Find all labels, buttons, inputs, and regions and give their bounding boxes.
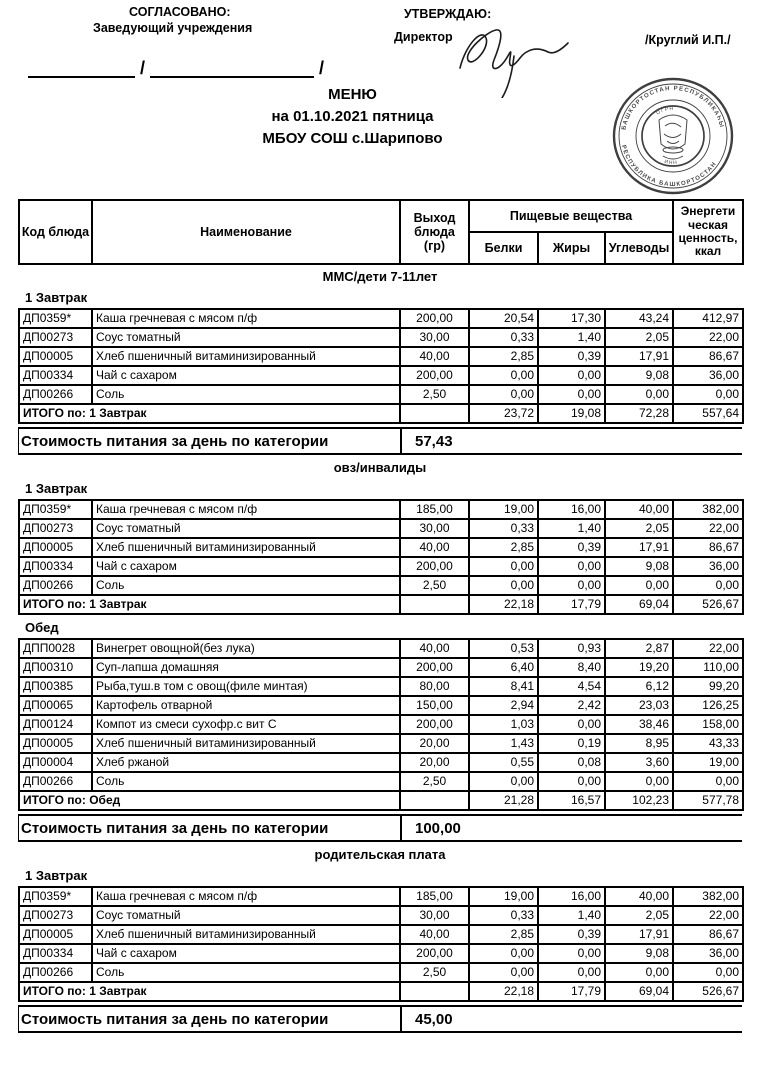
director-signature bbox=[452, 16, 572, 98]
dish-row bbox=[19, 328, 743, 347]
total-row bbox=[19, 791, 743, 810]
meal-label: Обед bbox=[25, 620, 59, 635]
dish-code: ДП00334 bbox=[19, 366, 92, 385]
dish-fat: 0,19 bbox=[538, 734, 605, 753]
dish-code: ДП00310 bbox=[19, 658, 92, 677]
doc-date: на 01.10.2021 пятница bbox=[271, 108, 434, 125]
dish-name: Хлеб ржаной bbox=[92, 753, 400, 772]
dish-carbs: 2,87 bbox=[605, 639, 673, 658]
dish-carbs: 2,05 bbox=[605, 906, 673, 925]
dish-out: 200,00 bbox=[400, 557, 469, 576]
dish-row bbox=[19, 385, 743, 404]
total-row bbox=[19, 595, 743, 614]
total-carbs: 102,23 bbox=[605, 791, 673, 810]
dish-out: 40,00 bbox=[400, 925, 469, 944]
section-title: родительская плата bbox=[314, 847, 446, 862]
dish-kcal: 86,67 bbox=[673, 347, 743, 366]
dish-name: Хлеб пшеничный витаминизированный bbox=[92, 347, 400, 366]
meal-table bbox=[18, 499, 744, 615]
stamp-ring-text-top: БАШКОРТОСТАН РЕСПУБЛИКАҺЫ bbox=[621, 85, 725, 131]
dish-fat: 0,00 bbox=[538, 715, 605, 734]
meal-table bbox=[18, 886, 744, 1002]
dish-name: Каша гречневая с мясом п/ф bbox=[92, 309, 400, 328]
dish-protein: 6,40 bbox=[469, 658, 538, 677]
total-fat: 19,08 bbox=[538, 404, 605, 423]
header-code: Код блюда bbox=[19, 200, 92, 264]
dish-code: ДП00266 bbox=[19, 576, 92, 595]
dish-row bbox=[19, 500, 743, 519]
dish-name: Каша гречневая с мясом п/ф bbox=[92, 500, 400, 519]
dish-row bbox=[19, 734, 743, 753]
dish-name: Соль bbox=[92, 963, 400, 982]
cost-value: 100,00 bbox=[415, 819, 461, 837]
dish-protein: 2,85 bbox=[469, 925, 538, 944]
dish-carbs: 17,91 bbox=[605, 347, 673, 366]
total-fat: 17,79 bbox=[538, 595, 605, 614]
stamp-inner-text-top: ОГРН bbox=[655, 105, 675, 117]
dish-kcal: 36,00 bbox=[673, 557, 743, 576]
total-label: ИТОГО по: 1 Завтрак bbox=[19, 982, 400, 1001]
total-row bbox=[19, 404, 743, 423]
dish-protein: 20,54 bbox=[469, 309, 538, 328]
meal-label: 1 Завтрак bbox=[25, 868, 88, 883]
dish-name: Суп-лапша домашняя bbox=[92, 658, 400, 677]
cost-label: Стоимость питания за день по категории bbox=[19, 816, 402, 840]
dish-protein: 19,00 bbox=[469, 500, 538, 519]
menu-sections bbox=[18, 269, 742, 1033]
cost-label: Стоимость питания за день по категории bbox=[19, 1007, 402, 1031]
dish-fat: 0,00 bbox=[538, 963, 605, 982]
dish-out: 200,00 bbox=[400, 366, 469, 385]
dish-protein: 2,85 bbox=[469, 538, 538, 557]
dish-kcal: 382,00 bbox=[673, 500, 743, 519]
dish-row bbox=[19, 538, 743, 557]
dish-carbs: 0,00 bbox=[605, 576, 673, 595]
dish-protein: 2,85 bbox=[469, 347, 538, 366]
dish-name: Соль bbox=[92, 385, 400, 404]
total-fat: 17,79 bbox=[538, 982, 605, 1001]
dish-fat: 0,00 bbox=[538, 557, 605, 576]
dish-fat: 8,40 bbox=[538, 658, 605, 677]
dish-name: Соль bbox=[92, 576, 400, 595]
total-protein: 23,72 bbox=[469, 404, 538, 423]
dish-name: Соль bbox=[92, 772, 400, 791]
total-label: ИТОГО по: 1 Завтрак bbox=[19, 595, 400, 614]
dish-fat: 0,00 bbox=[538, 944, 605, 963]
dish-kcal: 22,00 bbox=[673, 328, 743, 347]
total-out bbox=[400, 595, 469, 614]
dish-fat: 2,42 bbox=[538, 696, 605, 715]
total-carbs: 72,28 bbox=[605, 404, 673, 423]
dish-protein: 1,03 bbox=[469, 715, 538, 734]
dish-name: Хлеб пшеничный витаминизированный bbox=[92, 734, 400, 753]
dish-carbs: 40,00 bbox=[605, 500, 673, 519]
dish-out: 40,00 bbox=[400, 538, 469, 557]
dish-name: Винегрет овощной(без лука) bbox=[92, 639, 400, 658]
approved-label: УТВЕРЖДАЮ: bbox=[404, 7, 492, 21]
dish-carbs: 8,95 bbox=[605, 734, 673, 753]
approved-name: /Круглий И.П./ bbox=[645, 33, 731, 47]
total-kcal: 526,67 bbox=[673, 982, 743, 1001]
dish-kcal: 0,00 bbox=[673, 385, 743, 404]
dish-fat: 0,93 bbox=[538, 639, 605, 658]
dish-out: 200,00 bbox=[400, 658, 469, 677]
dish-code: ДП00266 bbox=[19, 385, 92, 404]
header-energy: Энергети ческая ценность, ккал bbox=[673, 200, 743, 264]
dish-code: ДП0359* bbox=[19, 309, 92, 328]
dish-kcal: 126,25 bbox=[673, 696, 743, 715]
total-fat: 16,57 bbox=[538, 791, 605, 810]
dish-out: 200,00 bbox=[400, 944, 469, 963]
dish-code: ДП00065 bbox=[19, 696, 92, 715]
agreed-label: СОГЛАСОВАНО: bbox=[129, 5, 231, 19]
dish-out: 80,00 bbox=[400, 677, 469, 696]
menu-section bbox=[18, 847, 742, 1033]
dish-code: ДП00004 bbox=[19, 753, 92, 772]
dish-name: Соус томатный bbox=[92, 519, 400, 538]
dish-kcal: 99,20 bbox=[673, 677, 743, 696]
dish-name: Соус томатный bbox=[92, 906, 400, 925]
dish-carbs: 19,20 bbox=[605, 658, 673, 677]
signature-line bbox=[28, 58, 329, 78]
dish-code: ДП00005 bbox=[19, 734, 92, 753]
menu-section bbox=[18, 460, 742, 842]
dish-kcal: 412,97 bbox=[673, 309, 743, 328]
dish-code: ДП00266 bbox=[19, 963, 92, 982]
dish-kcal: 19,00 bbox=[673, 753, 743, 772]
dish-protein: 2,94 bbox=[469, 696, 538, 715]
total-out bbox=[400, 791, 469, 810]
header-out: Выход блюда (гр) bbox=[400, 200, 469, 264]
dish-kcal: 22,00 bbox=[673, 639, 743, 658]
dish-name: Рыба,туш.в том с овощ(филе минтая) bbox=[92, 677, 400, 696]
dish-carbs: 9,08 bbox=[605, 557, 673, 576]
dish-fat: 0,00 bbox=[538, 576, 605, 595]
dish-kcal: 110,00 bbox=[673, 658, 743, 677]
dish-carbs: 38,46 bbox=[605, 715, 673, 734]
menu-section bbox=[18, 269, 742, 455]
dish-row bbox=[19, 309, 743, 328]
dish-carbs: 40,00 bbox=[605, 887, 673, 906]
dish-kcal: 0,00 bbox=[673, 963, 743, 982]
dish-fat: 4,54 bbox=[538, 677, 605, 696]
meal-table bbox=[18, 638, 744, 811]
total-row bbox=[19, 982, 743, 1001]
doc-organization: МБОУ СОШ с.Шарипово bbox=[262, 130, 443, 147]
dish-fat: 0,39 bbox=[538, 347, 605, 366]
dish-protein: 0,55 bbox=[469, 753, 538, 772]
total-kcal: 557,64 bbox=[673, 404, 743, 423]
dish-code: ДП00334 bbox=[19, 944, 92, 963]
dish-row bbox=[19, 963, 743, 982]
dish-carbs: 0,00 bbox=[605, 963, 673, 982]
dish-code: ДП00273 bbox=[19, 906, 92, 925]
dish-protein: 0,53 bbox=[469, 639, 538, 658]
dish-fat: 0,39 bbox=[538, 925, 605, 944]
dish-row bbox=[19, 944, 743, 963]
doc-type: МЕНЮ bbox=[328, 86, 377, 103]
dish-code: ДП00266 bbox=[19, 772, 92, 791]
svg-text:ИНН bbox=[664, 159, 678, 166]
dish-out: 185,00 bbox=[400, 500, 469, 519]
dish-row bbox=[19, 519, 743, 538]
total-label: ИТОГО по: Обед bbox=[19, 791, 400, 810]
dish-code: ДП00005 bbox=[19, 347, 92, 366]
dish-row bbox=[19, 887, 743, 906]
dish-out: 30,00 bbox=[400, 519, 469, 538]
dish-row bbox=[19, 925, 743, 944]
dish-row bbox=[19, 677, 743, 696]
dish-fat: 0,00 bbox=[538, 385, 605, 404]
cost-label: Стоимость питания за день по категории bbox=[19, 429, 402, 453]
signature-slash: / bbox=[140, 58, 146, 78]
dish-row bbox=[19, 715, 743, 734]
stamp-ring-text-bottom: РЕСПУБЛИКА БАШКОРТОСТАН bbox=[619, 144, 719, 189]
dish-protein: 0,00 bbox=[469, 963, 538, 982]
section-title: ММС/дети 7-11лет bbox=[322, 269, 438, 284]
dish-out: 185,00 bbox=[400, 887, 469, 906]
approved-role: Директор bbox=[394, 30, 453, 44]
dish-kcal: 22,00 bbox=[673, 519, 743, 538]
dish-out: 2,50 bbox=[400, 576, 469, 595]
dish-name: Каша гречневая с мясом п/ф bbox=[92, 887, 400, 906]
dish-name: Соус томатный bbox=[92, 328, 400, 347]
total-carbs: 69,04 bbox=[605, 982, 673, 1001]
dish-row bbox=[19, 557, 743, 576]
dish-protein: 1,43 bbox=[469, 734, 538, 753]
dish-code: ДП0359* bbox=[19, 887, 92, 906]
dish-fat: 1,40 bbox=[538, 906, 605, 925]
dish-fat: 16,00 bbox=[538, 500, 605, 519]
dish-carbs: 17,91 bbox=[605, 925, 673, 944]
dish-name: Хлеб пшеничный витаминизированный bbox=[92, 538, 400, 557]
dish-kcal: 158,00 bbox=[673, 715, 743, 734]
header-fat: Жиры bbox=[538, 232, 605, 264]
dish-carbs: 17,91 bbox=[605, 538, 673, 557]
cost-row bbox=[18, 814, 742, 842]
dish-fat: 0,00 bbox=[538, 772, 605, 791]
menu-table-header bbox=[18, 199, 744, 265]
total-out bbox=[400, 982, 469, 1001]
dish-name: Картофель отварной bbox=[92, 696, 400, 715]
section-title: овз/инвалиды bbox=[333, 460, 427, 475]
dish-row bbox=[19, 347, 743, 366]
signature-slash: / bbox=[319, 58, 325, 78]
dish-fat: 1,40 bbox=[538, 328, 605, 347]
dish-out: 30,00 bbox=[400, 328, 469, 347]
total-protein: 21,28 bbox=[469, 791, 538, 810]
dish-kcal: 0,00 bbox=[673, 772, 743, 791]
dish-row bbox=[19, 772, 743, 791]
header-carbs: Углеводы bbox=[605, 232, 673, 264]
header-name: Наименование bbox=[92, 200, 400, 264]
dish-code: ДП00124 bbox=[19, 715, 92, 734]
dish-row bbox=[19, 906, 743, 925]
dish-out: 2,50 bbox=[400, 772, 469, 791]
dish-name: Чай с сахаром bbox=[92, 557, 400, 576]
dish-kcal: 0,00 bbox=[673, 576, 743, 595]
dish-carbs: 23,03 bbox=[605, 696, 673, 715]
dish-row bbox=[19, 639, 743, 658]
cost-value: 45,00 bbox=[415, 1010, 453, 1028]
dish-carbs: 9,08 bbox=[605, 366, 673, 385]
stamp-emblem bbox=[659, 115, 687, 159]
dish-protein: 0,00 bbox=[469, 944, 538, 963]
dish-kcal: 36,00 bbox=[673, 944, 743, 963]
dish-code: ДП00334 bbox=[19, 557, 92, 576]
menu-tables bbox=[18, 199, 742, 1038]
meal-label: 1 Завтрак bbox=[25, 290, 88, 305]
dish-code: ДП00273 bbox=[19, 328, 92, 347]
dish-protein: 0,33 bbox=[469, 906, 538, 925]
dish-code: ДП00273 bbox=[19, 519, 92, 538]
total-protein: 22,18 bbox=[469, 982, 538, 1001]
meal-table bbox=[18, 308, 744, 424]
dish-out: 40,00 bbox=[400, 347, 469, 366]
dish-name: Компот из смеси сухофр.с вит С bbox=[92, 715, 400, 734]
dish-fat: 17,30 bbox=[538, 309, 605, 328]
dish-protein: 0,33 bbox=[469, 519, 538, 538]
cost-value: 57,43 bbox=[415, 432, 453, 450]
dish-out: 150,00 bbox=[400, 696, 469, 715]
dish-protein: 0,00 bbox=[469, 576, 538, 595]
dish-fat: 0,00 bbox=[538, 366, 605, 385]
dish-kcal: 86,67 bbox=[673, 925, 743, 944]
dish-protein: 19,00 bbox=[469, 887, 538, 906]
dish-code: ДП00385 bbox=[19, 677, 92, 696]
dish-row bbox=[19, 696, 743, 715]
dish-carbs: 2,05 bbox=[605, 328, 673, 347]
dish-out: 2,50 bbox=[400, 385, 469, 404]
signature-blank-right bbox=[150, 59, 314, 78]
dish-out: 200,00 bbox=[400, 309, 469, 328]
total-label: ИТОГО по: 1 Завтрак bbox=[19, 404, 400, 423]
cost-row bbox=[18, 427, 742, 455]
dish-out: 30,00 bbox=[400, 906, 469, 925]
dish-carbs: 0,00 bbox=[605, 385, 673, 404]
header-nutrients: Пищевые вещества bbox=[469, 200, 673, 232]
dish-protein: 0,00 bbox=[469, 557, 538, 576]
dish-row bbox=[19, 576, 743, 595]
agreed-role: Заведующий учреждения bbox=[93, 21, 253, 35]
dish-fat: 0,08 bbox=[538, 753, 605, 772]
total-kcal: 577,78 bbox=[673, 791, 743, 810]
dish-row bbox=[19, 366, 743, 385]
dish-carbs: 6,12 bbox=[605, 677, 673, 696]
dish-out: 20,00 bbox=[400, 734, 469, 753]
cost-row bbox=[18, 1005, 742, 1033]
dish-carbs: 3,60 bbox=[605, 753, 673, 772]
dish-row bbox=[19, 753, 743, 772]
dish-code: ДП00005 bbox=[19, 925, 92, 944]
dish-name: Хлеб пшеничный витаминизированный bbox=[92, 925, 400, 944]
total-kcal: 526,67 bbox=[673, 595, 743, 614]
dish-kcal: 86,67 bbox=[673, 538, 743, 557]
dish-fat: 16,00 bbox=[538, 887, 605, 906]
dish-out: 2,50 bbox=[400, 963, 469, 982]
dish-fat: 1,40 bbox=[538, 519, 605, 538]
dish-out: 20,00 bbox=[400, 753, 469, 772]
dish-protein: 0,33 bbox=[469, 328, 538, 347]
dish-carbs: 43,24 bbox=[605, 309, 673, 328]
dish-kcal: 22,00 bbox=[673, 906, 743, 925]
document-title-block bbox=[225, 84, 480, 150]
dish-protein: 0,00 bbox=[469, 385, 538, 404]
dish-carbs: 2,05 bbox=[605, 519, 673, 538]
dish-out: 40,00 bbox=[400, 639, 469, 658]
dish-row bbox=[19, 658, 743, 677]
official-stamp bbox=[608, 74, 738, 198]
header-protein: Белки bbox=[469, 232, 538, 264]
dish-code: ДПП0028 bbox=[19, 639, 92, 658]
dish-kcal: 382,00 bbox=[673, 887, 743, 906]
dish-protein: 0,00 bbox=[469, 366, 538, 385]
dish-name: Чай с сахаром bbox=[92, 944, 400, 963]
meal-label: 1 Завтрак bbox=[25, 481, 88, 496]
dish-code: ДП00005 bbox=[19, 538, 92, 557]
dish-fat: 0,39 bbox=[538, 538, 605, 557]
total-carbs: 69,04 bbox=[605, 595, 673, 614]
dish-kcal: 43,33 bbox=[673, 734, 743, 753]
dish-protein: 0,00 bbox=[469, 772, 538, 791]
total-protein: 22,18 bbox=[469, 595, 538, 614]
dish-carbs: 9,08 bbox=[605, 944, 673, 963]
dish-kcal: 36,00 bbox=[673, 366, 743, 385]
dish-out: 200,00 bbox=[400, 715, 469, 734]
stamp-inner-text-bottom: ИНН bbox=[663, 158, 679, 167]
dish-code: ДП0359* bbox=[19, 500, 92, 519]
total-out bbox=[400, 404, 469, 423]
signature-blank-left bbox=[28, 59, 135, 78]
dish-protein: 8,41 bbox=[469, 677, 538, 696]
dish-carbs: 0,00 bbox=[605, 772, 673, 791]
dish-name: Чай с сахаром bbox=[92, 366, 400, 385]
